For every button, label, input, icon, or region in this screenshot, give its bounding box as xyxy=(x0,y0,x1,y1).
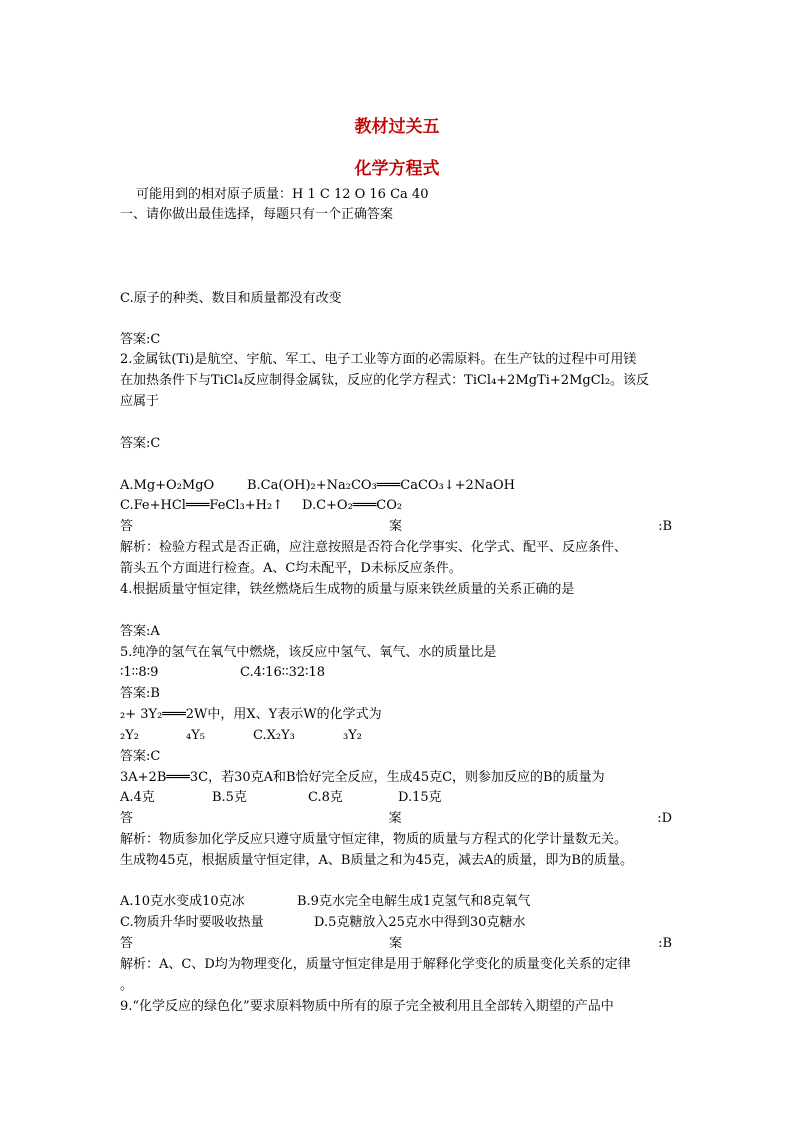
answer-label: 答 xyxy=(120,811,134,826)
q6-answer: 答案:C xyxy=(120,749,161,764)
q6-text: ₂+ 3Y₂═══2W中，用X、Y表示W的化学式为 xyxy=(120,707,382,722)
q6-option-d: ₃Y₂ xyxy=(343,728,363,743)
q7-text: 3A+2B═══3C，若30克A和B恰好完全反应，生成45克C，则参加反应的B的质量为 xyxy=(120,770,605,785)
q6-option-a: ₂Y₂ xyxy=(120,728,140,743)
q4-text: 4.根据质量守恒定律，铁丝燃烧后生成物的质量与原来铁丝质量的关系正确的是 xyxy=(120,582,575,597)
q2-answer: 答案:C xyxy=(120,436,161,451)
q2-line-3: 应属于 xyxy=(120,394,160,409)
q3-explanation-1: 解析：检验方程式是否正确，应注意按照是否符合化学事实、化学式、配平、反应条件、 xyxy=(120,540,628,555)
q8-explanation-2: 。 xyxy=(120,978,134,993)
answer-label-2: 案 xyxy=(389,519,403,534)
q5-options-ab: ∶1∶∶8∶9 xyxy=(120,665,159,680)
q5-text: 5.纯净的氢气在氧气中燃烧，该反应中氢气、氧气、水的质量比是 xyxy=(120,645,497,660)
q8-option-b: B.9克水完全电解生成1克氢气和8克氧气 xyxy=(297,894,531,909)
answer-label-2: 案 xyxy=(388,811,402,826)
q3-option-d: D.C+O₂═══CO₂ xyxy=(302,498,403,513)
q2-line-2: 在加热条件下与TiCl₄反应制得金属钛，反应的化学方程式：TiCl₄+2MgTi+2MgCl₂。该反 xyxy=(120,373,650,388)
q7-option-b: B.5克 xyxy=(212,790,247,805)
q8-answer xyxy=(120,935,672,953)
q3-option-b: B.Ca(OH)₂+Na₂CO₃═══CaCO₃↓+2NaOH xyxy=(247,478,515,493)
q3-answer xyxy=(120,518,672,536)
q6-option-c: C.X₂Y₃ xyxy=(253,728,295,743)
section-heading: 一、请你做出最佳选择，每题只有一个正确答案 xyxy=(120,207,394,222)
q7-answer xyxy=(120,810,672,828)
q8-option-a: A.10克水变成10克冰 xyxy=(120,894,245,909)
q1-option-c: C.原子的种类、数目和质量都没有改变 xyxy=(120,291,342,306)
q4-answer: 答案:A xyxy=(120,624,160,639)
q5-answer: 答案:B xyxy=(120,686,160,701)
q7-option-d: D.15克 xyxy=(398,790,442,805)
atomic-masses: 可能用到的相对原子质量：H 1 C 12 O 16 Ca 40 xyxy=(136,187,429,202)
answer-value: :B xyxy=(658,519,672,534)
q3-explanation-2: 箭头五个方面进行检查。A、C均未配平，D未标反应条件。 xyxy=(120,561,462,576)
q8-option-d: D.5克糖放入25克水中得到30克糖水 xyxy=(314,915,526,930)
answer-label-2: 案 xyxy=(389,936,403,951)
q3-option-a: A.Mg+O₂MgO xyxy=(120,478,215,493)
answer-label: 答 xyxy=(120,519,134,534)
q6-option-b: ₄Y₅ xyxy=(186,728,206,743)
answer-value: :D xyxy=(657,811,672,826)
answer-label: 答 xyxy=(120,936,134,951)
q5-options-cd: C.4∶16∶∶32∶18 xyxy=(240,665,326,680)
answer-value: :B xyxy=(658,936,672,951)
q9-text: 9.“化学反应的绿色化”要求原料物质中所有的原子完全被利用且全部转入期望的产品中 xyxy=(120,999,614,1014)
document-subtitle: 化学方程式 xyxy=(354,159,440,179)
document-title: 教材过关五 xyxy=(354,117,440,137)
q7-explanation-2: 生成物45克，根据质量守恒定律，A、B质量之和为45克，减去A的质量，即为B的质量。 xyxy=(120,853,633,868)
q1-answer: 答案:C xyxy=(120,332,161,347)
q8-option-c: C.物质升华时要吸收热量 xyxy=(120,915,264,930)
q8-explanation-1: 解析：A、C、D均为物理变化，质量守恒定律是用于解释化学变化的质量变化关系的定律 xyxy=(120,957,631,972)
q3-option-c: C.Fe+HCl═══FeCl₃+H₂↑ xyxy=(120,498,284,513)
q2-line-1: 2.金属钛(Ti)是航空、宇航、军工、电子工业等方面的必需原料。在生产钛的过程中可用镁 xyxy=(120,352,637,367)
q7-option-c: C.8克 xyxy=(308,790,343,805)
q7-option-a: A.4克 xyxy=(120,790,155,805)
q7-explanation-1: 解析：物质参加化学反应只遵守质量守恒定律，物质的质量与方程式的化学计量数无关。 xyxy=(120,832,628,847)
